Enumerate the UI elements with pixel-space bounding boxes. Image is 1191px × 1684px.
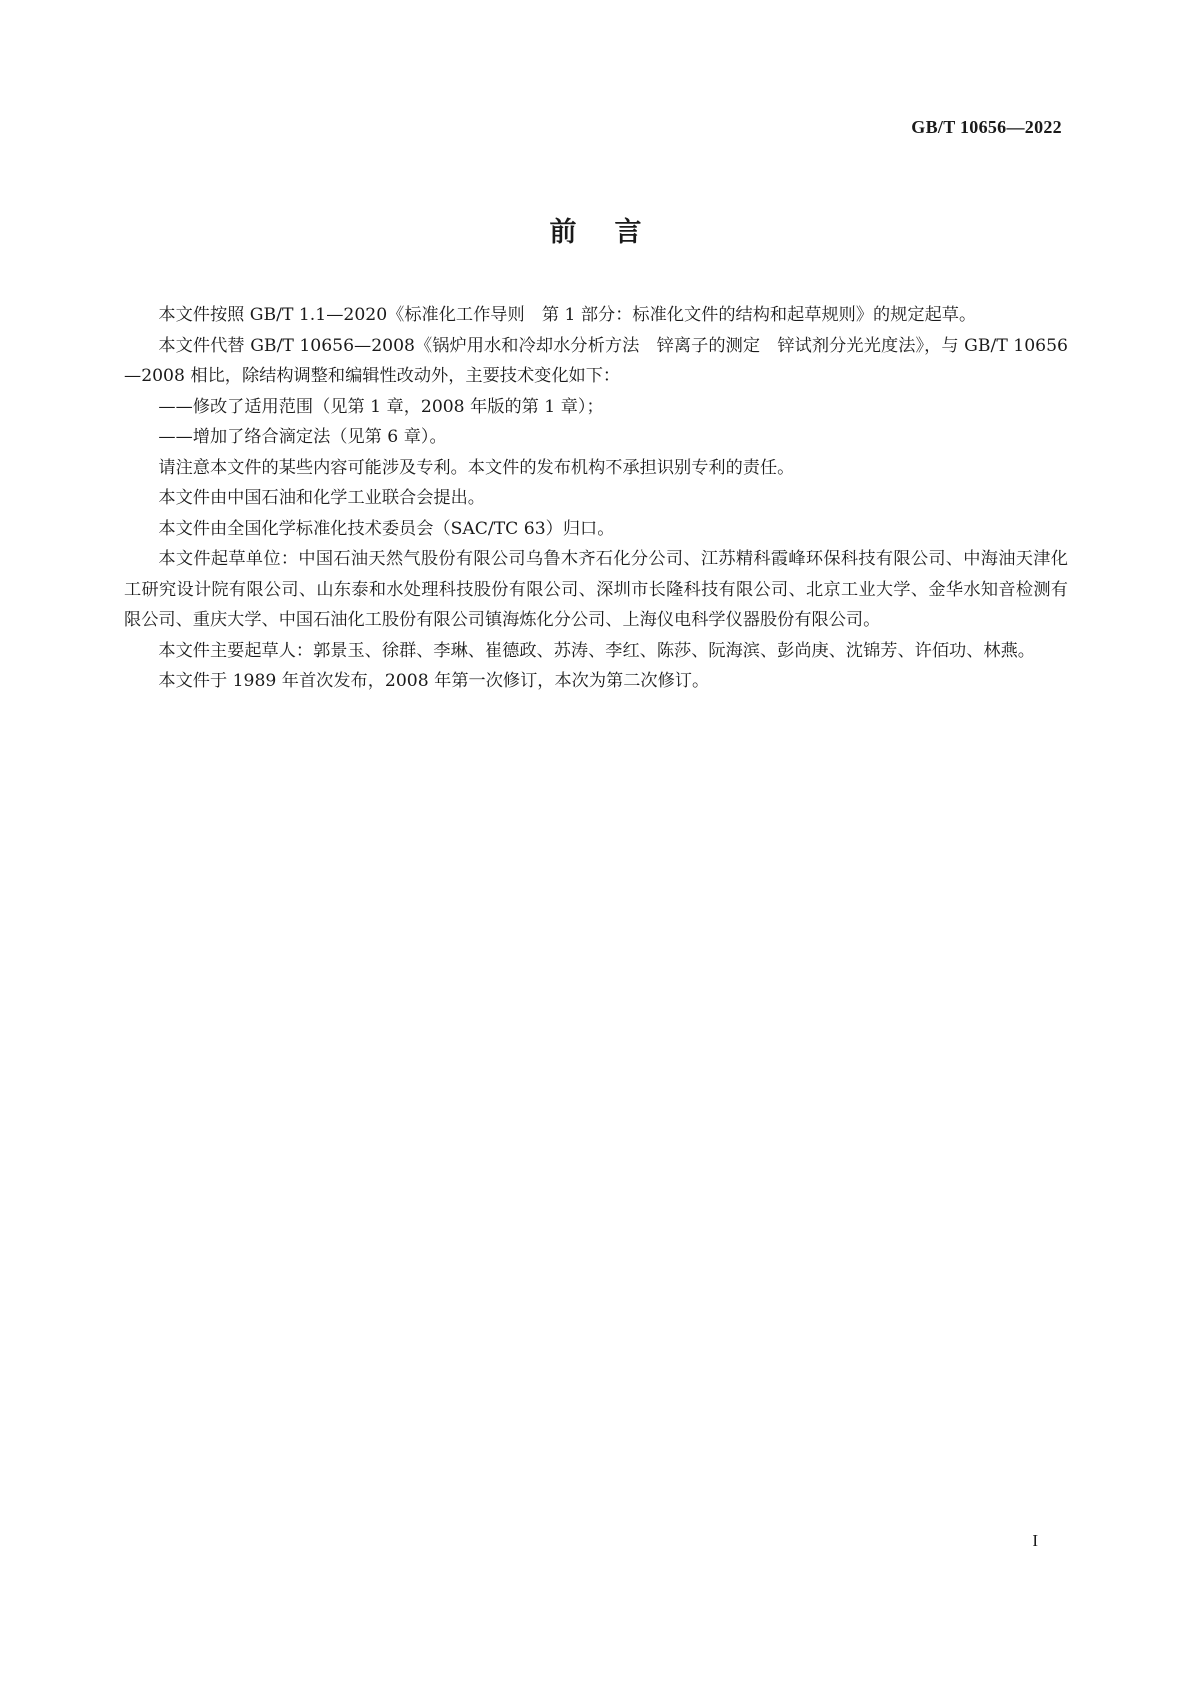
standard-code: GB/T 10656—2022 — [911, 117, 1062, 137]
change-item: ——增加了络合滴定法（见第 6 章）。 — [158, 427, 447, 447]
paragraph-replacement: 本文件代替 GB/T 10656—2008《锅炉用水和冷却水分析方法 锌离子的测定 锌试剂分光光度法》，与 GB/T 10656—2008 相比，除结构调整和编辑性改动外，主要技术变化如下： — [124, 335, 1068, 386]
preface-body — [124, 300, 1068, 697]
paragraph-patent-notice: 请注意本文件的某些内容可能涉及专利。本文件的发布机构不承担识别专利的责任。 — [158, 457, 795, 478]
change-item: ——修改了适用范围（见第 1 章，2008 年版的第 1 章）； — [158, 396, 604, 417]
page-number: I — [1032, 1531, 1038, 1550]
paragraph-drafting-units: 本文件起草单位：中国石油天然气股份有限公司乌鲁木齐石化分公司、江苏精科霞峰环保科技有限公司、中海油天津化工研究设计院有限公司、山东泰和水处理科技股份有限公司、深圳市长隆科技有限公司、北京工业大学、金华水知音检测有限公司、重庆大学、中国石油化工股份有限公司镇海炼化分公司、上海仪电科学仪器股份有限公司。 — [124, 549, 1068, 630]
page-title: 前言 — [549, 217, 680, 248]
paragraph-drafters: 本文件主要起草人：郭景玉、徐群、李琳、崔德政、苏涛、李红、陈莎、阮海滨、彭尚庚、沈锦芳、许佰功、林燕。 — [158, 640, 1035, 661]
paragraph-history: 本文件于 1989 年首次发布，2008 年第一次修订，本次为第二次修订。 — [158, 671, 710, 691]
paragraph-drafting-rules: 本文件按照 GB/T 1.1—2020《标准化工作导则 第 1 部分：标准化文件的结构和起草规则》的规定起草。 — [158, 305, 977, 325]
paragraph-technical-committee: 本文件由全国化学标准化技术委员会（SAC/TC 63）归口。 — [158, 518, 615, 539]
paragraph-proposer: 本文件由中国石油和化学工业联合会提出。 — [158, 488, 485, 508]
